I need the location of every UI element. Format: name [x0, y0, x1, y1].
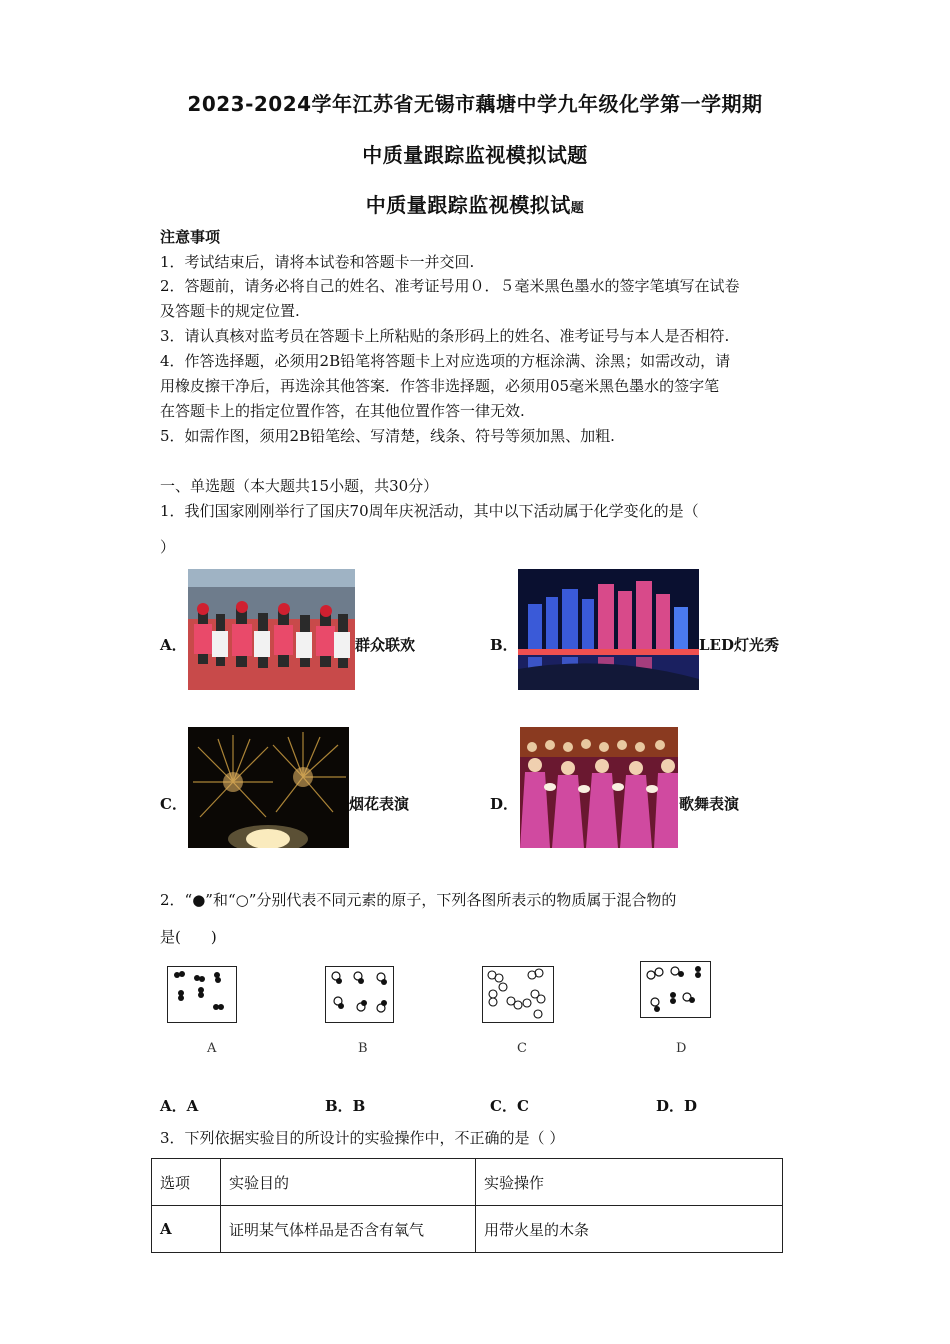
table-header-purpose: 实验目的 — [221, 1159, 476, 1206]
notice-item: 2．答题前，请务必将自己的姓名、准考证号用０．５毫米黑色墨水的签字笔填写在试卷 — [160, 277, 740, 295]
table-cell-option: A — [152, 1206, 221, 1253]
exam-title-line3 — [0, 189, 950, 218]
question-2-text-end: 是( ) — [160, 928, 217, 946]
table-cell-purpose: 证明某气体样品是否含有氧气 — [221, 1206, 476, 1253]
q1-option-a-label: A． — [160, 636, 187, 654]
exam-title-line1: 2023-2024学年江苏省无锡市藕塘中学九年级化学第一学期期 — [187, 92, 763, 116]
notice-heading: 注意事项 — [160, 228, 221, 246]
exam-title-line2: 中质量跟踪监视模拟试题 — [362, 143, 588, 167]
section-heading: 一、单选题（本大题共15小题，共30分） — [160, 477, 439, 495]
question-2-text: 2．“●”和“○”分别代表不同元素的原子，下列各图所表示的物质属于混合物的 — [160, 891, 677, 909]
molecule-diagram-a — [167, 966, 237, 1023]
led-light-show-image — [518, 569, 699, 690]
diagram-letter-d: D — [676, 1041, 687, 1056]
notice-item: 及答题卡的规定位置. — [160, 302, 300, 320]
q2-option-b: B．B — [325, 1097, 366, 1115]
table-header-option: 选项 — [152, 1159, 221, 1206]
table-row — [152, 1206, 783, 1253]
q1-option-b-label: B． — [490, 636, 518, 654]
diagram-letter-c: C — [517, 1041, 527, 1056]
q2-option-a: A．A — [160, 1097, 199, 1115]
q2-option-d: D．D — [656, 1097, 698, 1115]
diagram-letter-a: A — [207, 1041, 217, 1056]
notice-item: 用橡皮擦干净后，再选涂其他答案．作答非选择题，必须用05毫米黑色墨水的签字笔 — [160, 377, 720, 395]
notice-item: 4．作答选择题，必须用2B铅笔将答题卡上对应选项的方框涂满、涂黑；如需改动，请 — [160, 352, 731, 370]
notice-item: 在答题卡上的指定位置作答，在其他位置作答一律无效. — [160, 402, 525, 420]
q1-option-d-caption: 歌舞表演 — [679, 795, 740, 813]
q1-option-a-caption: 群众联欢 — [355, 636, 416, 654]
table-header-operation: 实验操作 — [476, 1159, 783, 1206]
molecule-diagram-d — [640, 961, 711, 1018]
molecule-diagram-c — [482, 966, 554, 1023]
q1-option-b-caption: LED灯光秀 — [699, 636, 779, 654]
exam-title-line3-small: 题 — [570, 201, 585, 216]
q2-option-c: C．C — [490, 1097, 529, 1115]
q1-option-c-caption: 烟花表演 — [349, 795, 410, 813]
q1-option-c-label: C． — [160, 795, 187, 813]
notice-item: 1．考试结束后，请将本试卷和答题卡一并交回. — [160, 253, 475, 271]
question-1-text-end: ） — [160, 538, 176, 556]
question-1-text: 1．我们国家刚刚举行了国庆70周年庆祝活动，其中以下活动属于化学变化的是（ — [160, 502, 699, 520]
notice-item: 5．如需作图，须用2B铅笔绘、写清楚，线条、符号等须加黑、加粗. — [160, 427, 615, 445]
dance-performance-image — [520, 727, 678, 848]
exam-title-line3-text: 中质量跟踪监视模拟试 — [365, 193, 571, 217]
crowd-celebration-image — [188, 569, 355, 690]
notice-item: 3．请认真核对监考员在答题卡上所粘贴的条形码上的姓名、准考证号与本人是否相符. — [160, 327, 730, 345]
table-cell-operation: 用带火星的木条 — [476, 1206, 783, 1253]
table-header-row — [152, 1159, 783, 1206]
experiment-table — [151, 1158, 783, 1253]
diagram-letter-b: B — [358, 1041, 368, 1056]
question-3-text: 3．下列依据实验目的所设计的实验操作中，不正确的是（ ） — [160, 1129, 565, 1147]
q1-option-d-label: D． — [490, 795, 519, 813]
fireworks-image — [188, 727, 349, 848]
molecule-diagram-b — [325, 966, 394, 1023]
